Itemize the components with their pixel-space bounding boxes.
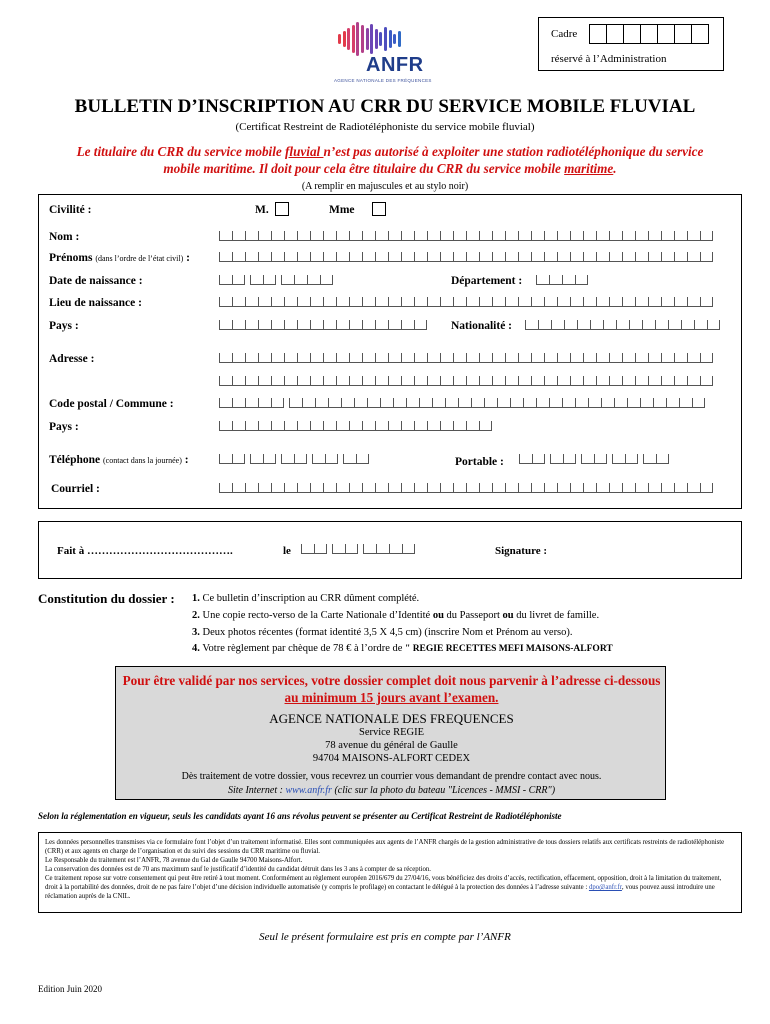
pays2-field[interactable] — [219, 421, 492, 431]
age-regulation-note: Selon la réglementation en vigueur, seuls les candidats ayant 16 ans révolus peuvent se présenter au Certificat Restreint de Radiotéléphoniste — [38, 811, 562, 821]
le-label: le — [283, 545, 291, 557]
edition-date: Edition Juin 2020 — [38, 984, 103, 994]
nom-field[interactable] — [219, 231, 713, 241]
nationalite-label: Nationalité : — [451, 320, 513, 332]
privacy-notice: Les données personnelles transmises via ce formulaire font l’objet d’un traitement informatisé. Elles sont communiquées aux agents de l’ANFR chargés de la gestion administrative de tous dossiers relatifs aux certificats restreints de radiotéléphoniste (CRR) et aux agents en charge de l’organisation et du suivi des sessions du CRR maritime ou fluvial. Le Responsable du traitement est l’ANFR, 78 avenue du Gal de Gaulle 94700 Maisons-Alfort. La conservation des données est de 70 ans maximum sauf le justificatif d’identité du candidat détruit dans les 3 ans à compter de sa réception. Ce traitement repose sur votre consentement qui peut être retiré à tout moment. Conformément au règlement européen 2016/679 du 27/04/16, vous bénéficiez des droits d’accès, rectification, effacement, opposition, droit à la limitation du traitement, droit à la portabilité des données, droit de ne pas faire l’objet d’une décision individuelle automatisée (y compris le profilage) en contactant le délégué à la protection des données à l’adresse suivante : dpo@anfr.fr, vous pouvez aussi introduire une réclamation auprès de la CNIL. — [38, 832, 742, 913]
address-city: 94704 MAISONS-ALFORT CEDEX — [312, 753, 471, 764]
mme-label: Mme — [329, 204, 355, 216]
mailing-info-box — [115, 666, 666, 800]
constitution-item-4: 4. Votre règlement par chèque de 78 € à l’ordre de " REGIE RECETTES MEFI MAISONS-ALFORT — [192, 643, 613, 654]
page-title: BULLETIN D’INSCRIPTION AU CRR DU SERVICE MOBILE FLUVIAL — [74, 96, 696, 117]
date-naissance-label: Date de naissance : — [49, 275, 143, 287]
code-postal-field[interactable] — [219, 398, 705, 408]
admin-cells — [589, 24, 709, 44]
prenoms-label: Prénoms (dans l’ordre de l’état civil) : — [49, 252, 190, 264]
anfr-logo — [330, 18, 440, 88]
m-label: M. — [255, 204, 269, 216]
fluvial-warning: Le titulaire du CRR du service mobile fluvial n’est pas autorisé à exploiter une station radiotéléphonique du service mobile maritime. Il doit pour cela être titulaire du CRR du service mobile maritime. — [76, 144, 704, 176]
deadline-warning: Pour être validé par nos services, votre dossier complet doit nous parvenir à l’adresse ci-dessous au minimum 15 jours avant l’examen. — [122, 673, 661, 705]
lieu-naissance-field[interactable] — [219, 297, 713, 307]
pays-field[interactable] — [219, 320, 427, 330]
mme-checkbox[interactable] — [372, 202, 386, 216]
dpo-email-link[interactable]: dpo@anfr.fr — [588, 884, 622, 891]
telephone-field[interactable] — [219, 454, 369, 464]
portable-label: Portable : — [455, 456, 504, 468]
admin-reserved-box — [538, 17, 724, 71]
fill-instruction: (A remplir en majuscules et au stylo noir) — [301, 181, 469, 192]
address-service: Service REGIE — [358, 727, 425, 738]
portable-field[interactable] — [519, 454, 669, 464]
date-naissance-field[interactable] — [219, 275, 333, 285]
telephone-label: Téléphone (contact dans la journée) : — [49, 454, 189, 466]
signature-box — [38, 521, 742, 579]
agency-name: AGENCE NATIONALE DES FREQUENCES — [269, 711, 514, 726]
admin-label-reserve: réservé à l’Administration — [551, 53, 667, 65]
adresse-field-line2[interactable] — [219, 376, 713, 386]
signature-label: Signature : — [495, 545, 548, 557]
logo-tagline: AGENCE NATIONALE DES FRÉQUENCES — [334, 78, 432, 83]
constitution-item-2: 2. Une copie recto-verso de la Carte Nationale d’Identité ou du Passeport ou du livret de famille. — [192, 610, 600, 621]
civilite-label: Civilité : — [49, 204, 92, 216]
date-signature-field[interactable] — [301, 544, 415, 554]
courriel-field[interactable] — [219, 483, 713, 493]
pays2-label: Pays : — [49, 421, 79, 433]
logo-wave-icon — [338, 22, 404, 56]
nationalite-field[interactable] — [525, 320, 720, 330]
code-postal-label: Code postal / Commune : — [49, 398, 174, 410]
identity-form — [38, 194, 742, 509]
adresse-field-line1[interactable] — [219, 353, 713, 363]
constitution-item-1: 1. Ce bulletin d’inscription au CRR dûment complété. — [192, 593, 420, 604]
prenoms-field[interactable] — [219, 252, 713, 262]
departement-label: Département : — [451, 275, 523, 287]
processing-info: Dès traitement de votre dossier, vous recevrez un courrier vous demandant de prendre contact avec nous. — [181, 771, 602, 782]
departement-field[interactable] — [536, 275, 588, 285]
constitution-item-3: 3. Deux photos récentes (format identité 3,5 X 4,5 cm) (inscrire Nom et Prénom au verso). — [192, 627, 573, 638]
page-subtitle: (Certificat Restreint de Radiotéléphoniste du service mobile fluvial) — [235, 121, 535, 133]
website-line: Site Internet : www.anfr.fr (clic sur la photo du bateau "Licences - MMSI - CRR") — [227, 785, 556, 796]
address-street: 78 avenue du général de Gaulle — [325, 740, 458, 751]
courriel-label: Courriel : — [51, 483, 100, 495]
admin-label-cadre: Cadre — [551, 28, 578, 40]
fait-a-label: Fait à …………………………………. — [57, 545, 233, 557]
adresse-label: Adresse : — [49, 353, 95, 365]
constitution-title: Constitution du dossier : — [38, 591, 175, 606]
logo-name: ANFR — [366, 54, 424, 76]
nom-label: Nom : — [49, 231, 80, 243]
only-form-note: Seul le présent formulaire est pris en compte par l’ANFR — [259, 931, 511, 943]
pays-label: Pays : — [49, 320, 79, 332]
website-link[interactable]: www.anfr.fr — [285, 785, 332, 796]
lieu-naissance-label: Lieu de naissance : — [49, 297, 142, 309]
m-checkbox[interactable] — [275, 202, 289, 216]
